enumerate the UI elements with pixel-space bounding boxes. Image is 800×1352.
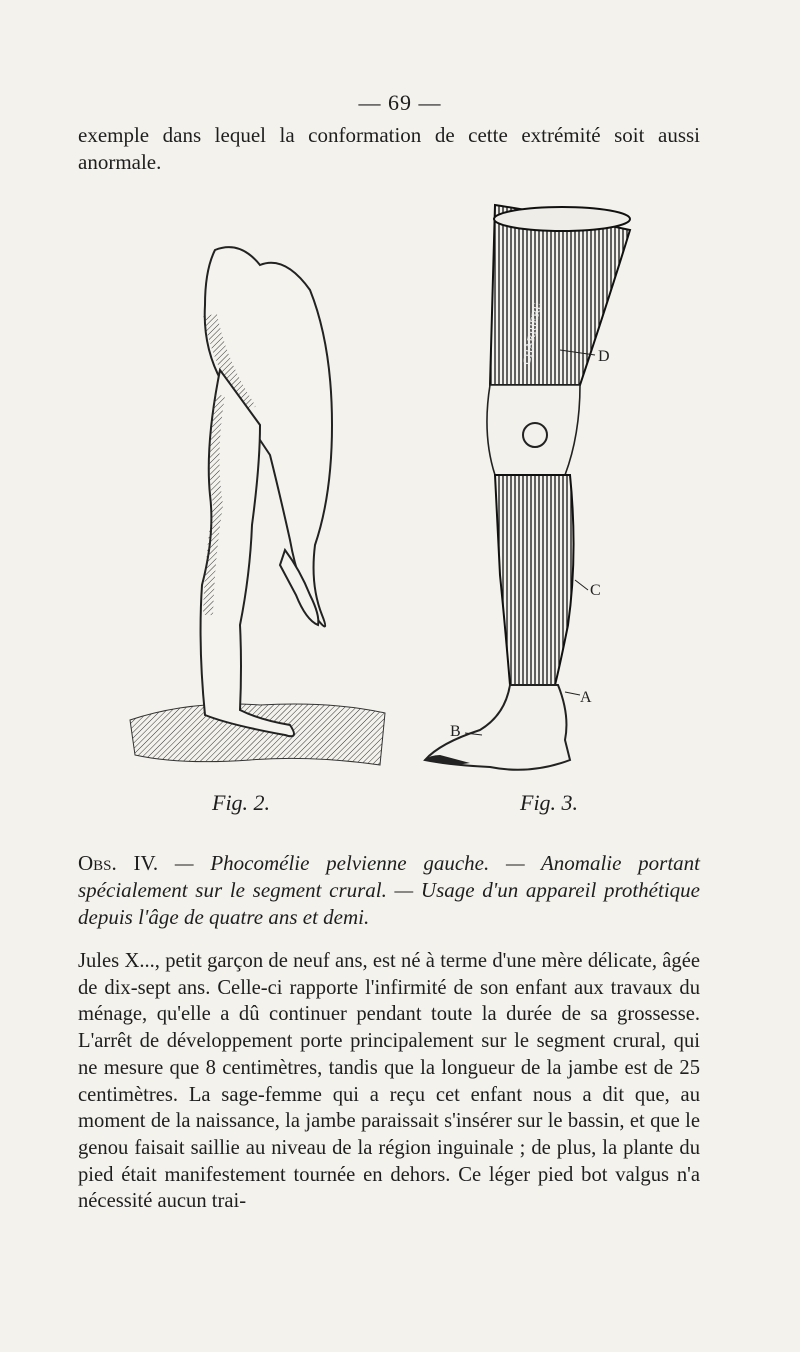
fig3-label-d: D [598, 348, 610, 365]
fig3-caption: Fig. 3. [520, 790, 579, 815]
figures-illustration [110, 195, 650, 795]
page-number: — 69 — [358, 90, 442, 115]
observation-heading [78, 850, 700, 931]
figures-panel [110, 195, 650, 795]
fig3-label-a: A [580, 689, 592, 706]
fig3-label-b: B [450, 723, 461, 740]
fig2-leg-drawing [130, 247, 385, 765]
fig3-brand-text: CHARRIÈRE [521, 302, 544, 366]
intro-paragraph: exemple dans lequel la conformation de cette extrémité soit aussi anormale. [78, 123, 700, 174]
observation-lead: Obs. IV. [78, 851, 159, 875]
observation-title: — Phocomélie pelvienne gauche. — Anomalie portant spécialement sur le segment crural. — Usage d'un appareil prothétique depuis l'âge de quatre ans et demi. [78, 851, 701, 929]
fig3-prosthesis-drawing [425, 205, 630, 770]
fig3-label-c: C [590, 582, 601, 599]
fig2-caption: Fig. 2. [212, 790, 271, 815]
body-paragraph: Jules X..., petit garçon de neuf ans, est né à terme d'une mère délicate, âgée de dix-sept ans. Celle-ci rapporte l'infirmité de son enfant aux travaux du ménage, qu'elle a dû continuer pendant toute la durée de sa grossesse. L'arrêt de développement porte principalement sur le segment crural, qui ne mesure que 8 centimètres, tandis que la longueur de la jambe est de 25 centimètres. La sage-femme qui a reçu cet enfant nous a dit que, au moment de la naissance, la jambe paraissait s'insérer sur le bassin, et que le genou faisait saillie au niveau de la région inguinale ; de plus, la plante du pied était manifestement tournée en dehors. Ce léger pied bot valgus n'a nécessité aucun trai- [78, 950, 700, 1213]
